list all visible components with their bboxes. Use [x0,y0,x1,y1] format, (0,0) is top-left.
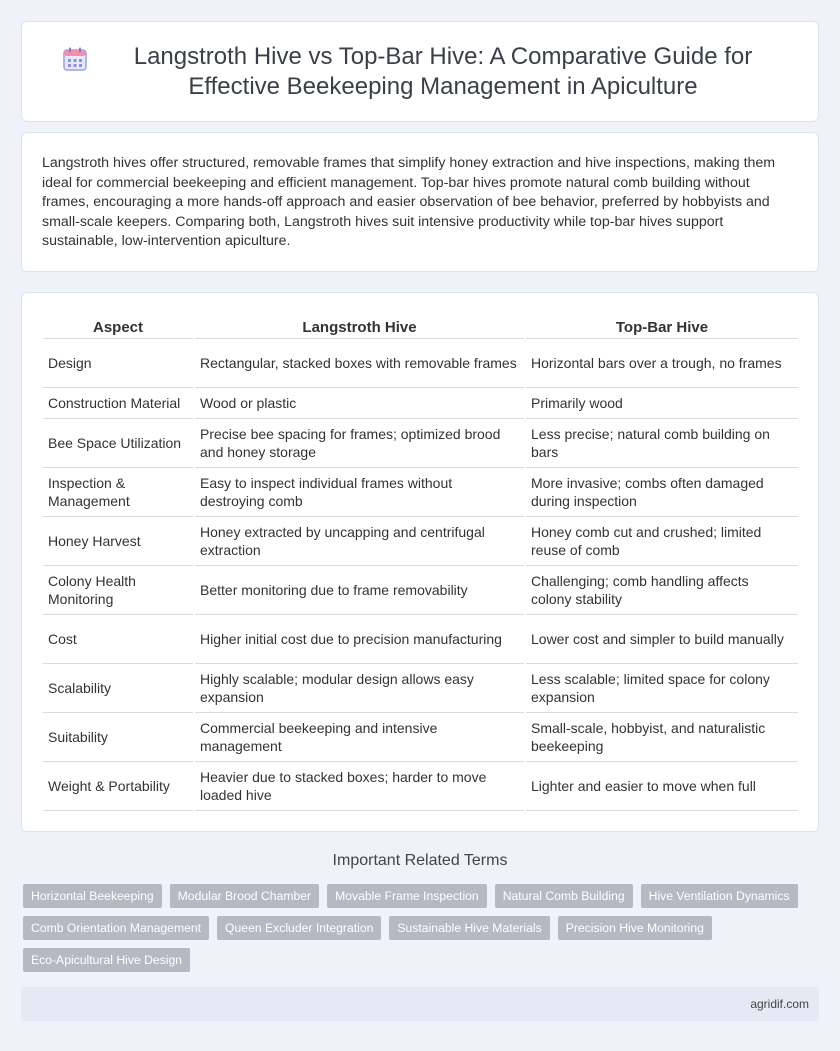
related-term-tag[interactable]: Horizontal Beekeeping [23,884,162,908]
cell-top-bar: Challenging; comb handling affects colony stability [526,566,798,615]
cell-langstroth: Commercial beekeeping and intensive management [195,713,524,762]
cell-top-bar: More invasive; combs often damaged during inspection [526,468,798,517]
related-term-tag[interactable]: Modular Brood Chamber [170,884,319,908]
table-row [43,419,798,468]
cell-langstroth: Highly scalable; modular design allows easy expansion [195,664,524,713]
comparison-table-card [21,292,819,832]
cell-aspect: Bee Space Utilization [43,419,193,468]
cell-langstroth: Better monitoring due to frame removability [195,566,524,615]
table-header-row [43,309,798,339]
cell-langstroth: Wood or plastic [195,388,524,419]
cell-aspect: Colony Health Monitoring [43,566,193,615]
table-row [43,713,798,762]
related-terms-list [23,884,813,972]
cell-top-bar: Less scalable; limited space for colony expansion [526,664,798,713]
related-term-tag[interactable]: Natural Comb Building [495,884,633,908]
related-term-tag[interactable]: Precision Hive Monitoring [558,916,712,940]
table-row [43,762,798,811]
calendar-document-icon [62,46,88,72]
page-title: Langstroth Hive vs Top-Bar Hive: A Comparative Guide for Effective Beekeeping Management in Apiculture [133,42,753,100]
table-row [43,517,798,566]
cell-aspect: Suitability [43,713,193,762]
cell-top-bar: Honey comb cut and crushed; limited reuse of comb [526,517,798,566]
cell-aspect: Cost [43,615,193,664]
cell-top-bar: Primarily wood [526,388,798,419]
table-row [43,339,798,388]
cell-langstroth: Easy to inspect individual frames without destroying comb [195,468,524,517]
header-aspect: Aspect [43,309,193,339]
cell-top-bar: Less precise; natural comb building on bars [526,419,798,468]
related-terms-title: Important Related Terms [332,852,508,869]
header-top-bar: Top-Bar Hive [526,309,798,339]
related-term-tag[interactable]: Hive Ventilation Dynamics [641,884,798,908]
related-term-tag[interactable]: Queen Excluder Integration [217,916,381,940]
cell-aspect: Scalability [43,664,193,713]
cell-top-bar: Lower cost and simpler to build manually [526,615,798,664]
cell-langstroth: Higher initial cost due to precision manufacturing [195,615,524,664]
related-term-tag[interactable]: Eco-Apicultural Hive Design [23,948,190,972]
related-term-tag[interactable]: Comb Orientation Management [23,916,209,940]
table-row [43,615,798,664]
related-term-tag[interactable]: Movable Frame Inspection [327,884,487,908]
cell-aspect: Design [43,339,193,388]
cell-langstroth: Rectangular, stacked boxes with removable frames [195,339,524,388]
cell-aspect: Inspection & Management [43,468,193,517]
table-row [43,388,798,419]
table-row [43,566,798,615]
footer [21,987,819,1021]
cell-langstroth: Heavier due to stacked boxes; harder to move loaded hive [195,762,524,811]
cell-aspect: Construction Material [43,388,193,419]
table-row [43,664,798,713]
cell-top-bar: Small-scale, hobbyist, and naturalistic beekeeping [526,713,798,762]
header-langstroth: Langstroth Hive [195,309,524,339]
cell-top-bar: Lighter and easier to move when full [526,762,798,811]
related-term-tag[interactable]: Sustainable Hive Materials [389,916,549,940]
intro-paragraph: Langstroth hives offer structured, removable frames that simplify honey extraction and hive inspections, making them ideal for commercial beekeeping and efficient management. Top-bar hives promote natural comb building without frames, encouraging a more hands-off approach and easier observation of bee behavior, preferred by hobbyists and small-scale keepers. Comparing both, Langstroth hives suit intensive productivity while top-bar hives support sustainable, low-intervention apiculture. [42,155,776,250]
cell-langstroth: Precise bee spacing for frames; optimized brood and honey storage [195,419,524,468]
comparison-table [41,309,800,811]
intro-card [21,132,819,272]
cell-langstroth: Honey extracted by uncapping and centrifugal extraction [195,517,524,566]
table-row [43,468,798,517]
footer-site-link[interactable]: agridif.com [750,997,809,1011]
cell-aspect: Honey Harvest [43,517,193,566]
cell-aspect: Weight & Portability [43,762,193,811]
cell-top-bar: Horizontal bars over a trough, no frames [526,339,798,388]
title-card [21,21,819,122]
title-wrap [62,42,778,102]
